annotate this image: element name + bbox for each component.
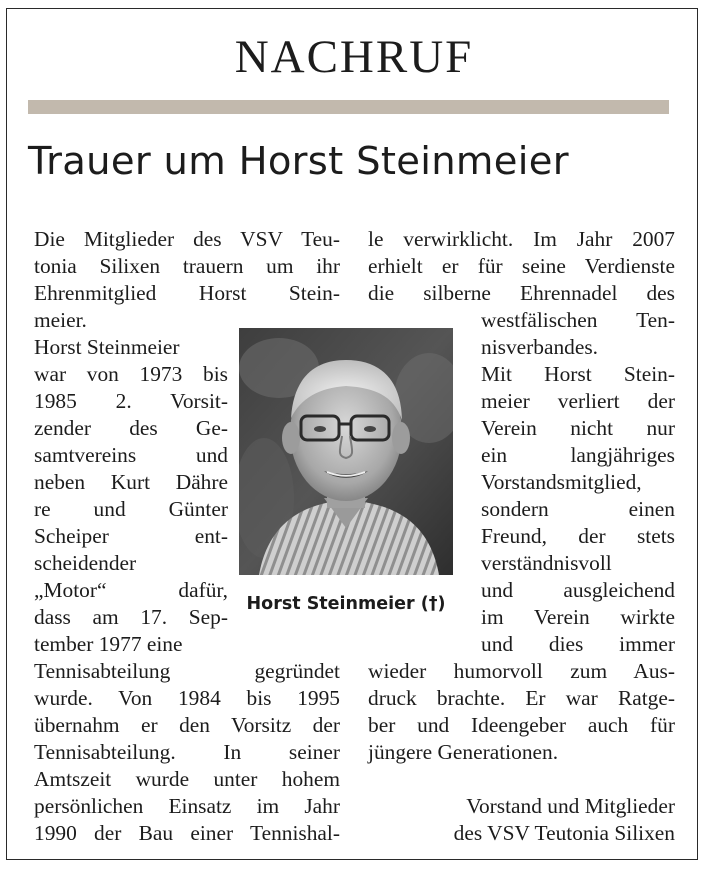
text-line: Amtszeit wurde unter hohem <box>34 767 340 791</box>
text-line: übernahm er den Vorsitz der <box>34 713 340 737</box>
signature-line: des VSV Teutonia Silixen <box>453 821 675 845</box>
text-line: Vorstandsmitglied, <box>481 470 642 494</box>
text-line: tonia Silixen trauern um ihr <box>34 254 340 278</box>
text-line: und ausgleichend <box>481 578 675 602</box>
text-line: verständnisvoll <box>481 551 612 575</box>
text-line: war von 1973 bis <box>34 362 228 386</box>
text-line: ein langjähriges <box>481 443 675 467</box>
text-line: druck brachte. Er war Ratge- <box>368 686 675 710</box>
text-line: ber und Ideengeber auch für <box>368 713 675 737</box>
text-line: dass am 17. Sep- <box>34 605 228 629</box>
text-line: neben Kurt Dähre <box>34 470 228 494</box>
text-line: meier. <box>34 308 87 332</box>
text-line: Freund, der stets <box>481 524 675 548</box>
text-line: die silberne Ehrennadel des <box>368 281 675 305</box>
text-line: samtvereins und <box>34 443 228 467</box>
text-line: jüngere Generationen. <box>368 740 559 764</box>
text-line: nisverbandes. <box>481 335 599 359</box>
text-line: im Verein wirkte <box>481 605 675 629</box>
text-line: zender des Ge- <box>34 416 228 440</box>
portrait-photo <box>239 328 453 575</box>
text-line: erhielt er für seine Verdienste <box>368 254 675 278</box>
text-line: 1990 der Bau einer Tennishal- <box>34 821 340 845</box>
text-line: Tennisabteilung. In seiner <box>34 740 340 764</box>
text-line: Horst Steinmeier <box>34 335 180 359</box>
kicker-title: NACHRUF <box>234 31 474 83</box>
text-line: meier verliert der <box>481 389 675 413</box>
text-line: 1985 2. Vorsit- <box>34 389 228 413</box>
text-line: und dies immer <box>481 632 675 656</box>
text-line: Mit Horst Stein- <box>481 362 675 386</box>
text-line: persönlichen Einsatz im Jahr <box>34 794 340 818</box>
text-line: scheidender <box>34 551 137 575</box>
text-line: tember 1977 eine <box>34 632 183 656</box>
text-line: re und Günter <box>34 497 228 521</box>
text-line: Die Mitglieder des VSV Teu- <box>34 227 340 251</box>
signature-line: Vorstand und Mitglieder <box>466 794 675 818</box>
text-line: Ehrenmitglied Horst Stein- <box>34 281 340 305</box>
headline: Trauer um Horst Steinmeier <box>28 139 569 184</box>
text-line: wurde. Von 1984 bis 1995 <box>34 686 340 710</box>
photo-caption: Horst Steinmeier (†) <box>246 594 446 614</box>
text-line: sondern einen <box>481 497 675 521</box>
text-line: Scheiper ent- <box>34 524 228 548</box>
text-line: le verwirklicht. Im Jahr 2007 <box>368 227 675 251</box>
text-line: wieder humorvoll zum Aus- <box>368 659 675 683</box>
text-line: „Motor“ dafür, <box>34 578 228 602</box>
text-line: westfälischen Ten- <box>481 308 675 332</box>
text-line: Tennisabteilung gegründet <box>34 659 340 683</box>
text-line: Verein nicht nur <box>481 416 675 440</box>
